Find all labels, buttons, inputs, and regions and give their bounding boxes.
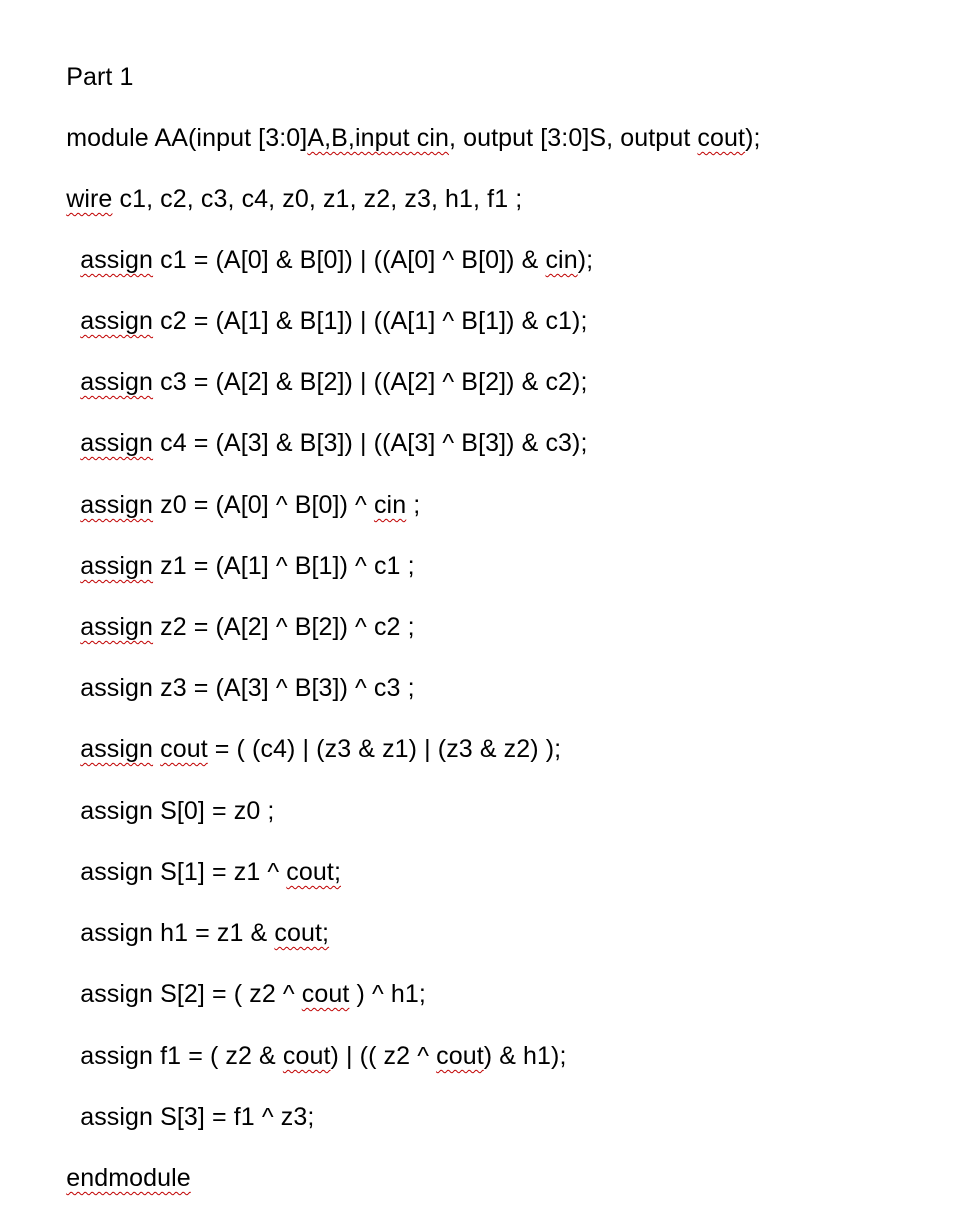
assign-z0-line: assign z0 = (A[0] ^ B[0]) ^ cin ; <box>80 491 421 519</box>
assign-c3-line: assign c3 = (A[2] & B[2]) | ((A[2] ^ B[2]) & c2); <box>80 368 588 396</box>
assign-c2-line: assign c2 = (A[1] & B[1]) | ((A[1] ^ B[1]) & c1); <box>80 307 588 335</box>
part-heading: Part 1 <box>66 63 134 91</box>
assign-s3-line: assign S[3] = f1 ^ z3; <box>80 1103 315 1131</box>
assign-f1-line: assign f1 = ( z2 & cout) | (( z2 ^ cout) & h1); <box>80 1042 567 1070</box>
assign-h1-line: assign h1 = z1 & cout; <box>80 919 330 947</box>
assign-c1-line: assign c1 = (A[0] & B[0]) | ((A[0] ^ B[0]) & cin); <box>80 246 594 274</box>
assign-s2-line: assign S[2] = ( z2 ^ cout ) ^ h1; <box>80 980 426 1008</box>
module-declaration: module AA(input [3:0]A,B,input cin, output [3:0]S, output cout); <box>66 124 761 152</box>
endmodule-line: endmodule <box>66 1164 191 1192</box>
assign-cout-line: assign cout = ( (c4) | (z3 & z1) | (z3 & z2) ); <box>80 735 562 763</box>
assign-z3-line: assign z3 = (A[3] ^ B[3]) ^ c3 ; <box>80 674 415 702</box>
assign-s0-line: assign S[0] = z0 ; <box>80 797 275 825</box>
assign-z1-line: assign z1 = (A[1] ^ B[1]) ^ c1 ; <box>80 552 415 580</box>
assign-z2-line: assign z2 = (A[2] ^ B[2]) ^ c2 ; <box>80 613 415 641</box>
assign-c4-line: assign c4 = (A[3] & B[3]) | ((A[3] ^ B[3]) & c3); <box>80 429 588 457</box>
wire-declaration: wire c1, c2, c3, c4, z0, z1, z2, z3, h1, f1 ; <box>66 185 523 213</box>
assign-s1-line: assign S[1] = z1 ^ cout; <box>80 858 341 886</box>
